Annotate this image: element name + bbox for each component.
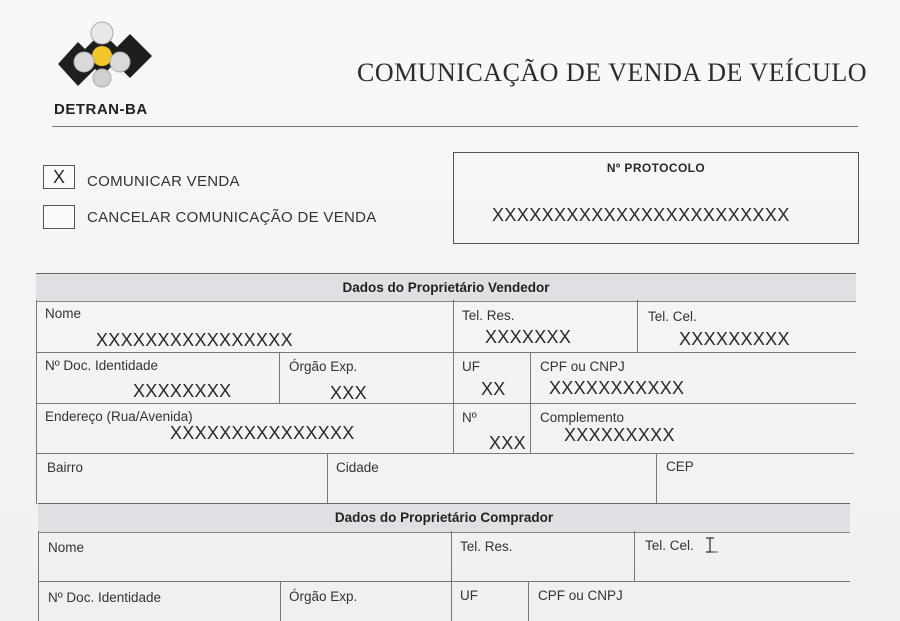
col-divider <box>451 531 452 581</box>
complemento-label: Complemento <box>540 410 625 425</box>
col-divider <box>528 581 529 621</box>
doc-identidade-label: Nº Doc. Identidade <box>45 358 158 373</box>
tel-res-label: Tel. Res. <box>462 308 515 323</box>
endereco-label: Endereço (Rua/Avenida) <box>45 409 193 424</box>
page-title: COMUNICAÇÃO DE VENDA DE VEÍCULO <box>357 58 867 87</box>
comunicar-venda-label: COMUNICAR VENDA <box>87 173 240 190</box>
col-divider <box>453 352 454 403</box>
col-divider <box>634 531 635 581</box>
col-divider <box>280 581 281 621</box>
vendedor-tel-res-field[interactable]: XXXXXXX <box>485 327 572 347</box>
header-divider <box>52 126 858 127</box>
col-divider <box>530 352 531 403</box>
protocolo-box <box>453 152 859 244</box>
vendedor-nome-field[interactable]: XXXXXXXXXXXXXXXX <box>96 330 293 350</box>
doc-identidade-label: Nº Doc. Identidade <box>48 590 161 605</box>
vendedor-endereco-field[interactable]: XXXXXXXXXXXXXXX <box>170 423 355 443</box>
protocolo-field[interactable]: XXXXXXXXXXXXXXXXXXXXXXXX <box>492 205 790 225</box>
bairro-label: Bairro <box>47 460 84 475</box>
cpf-cnpj-label: CPF ou CNPJ <box>538 588 623 603</box>
nome-label: Nome <box>48 540 85 555</box>
tel-cel-label: Tel. Cel. <box>648 309 697 324</box>
vendedor-cpf-field[interactable]: XXXXXXXXXXX <box>549 378 685 398</box>
text-cursor-icon <box>702 537 718 557</box>
numero-label: Nº <box>462 410 477 425</box>
col-divider <box>637 300 638 352</box>
col-divider <box>453 403 454 453</box>
row-divider <box>36 352 856 353</box>
vendedor-section-heading: Dados do Proprietário Vendedor <box>36 273 856 302</box>
nome-label: Nome <box>45 306 82 321</box>
cpf-cnpj-label: CPF ou CNPJ <box>540 359 625 374</box>
tel-res-label: Tel. Res. <box>460 539 513 554</box>
logo-text: DETRAN-BA <box>54 101 148 118</box>
comunicar-venda-checkbox[interactable]: X <box>43 165 75 189</box>
cep-label: CEP <box>666 459 694 474</box>
orgao-exp-label: Órgão Exp. <box>289 359 358 374</box>
cancelar-comunicacao-label: CANCELAR COMUNICAÇÃO DE VENDA <box>87 209 377 226</box>
col-divider <box>451 581 452 621</box>
row-divider <box>36 453 854 454</box>
col-divider <box>530 403 531 453</box>
comprador-section-heading: Dados do Proprietário Comprador <box>38 503 850 533</box>
left-border <box>38 531 39 621</box>
col-divider <box>327 453 328 503</box>
tel-cel-label: Tel. Cel. <box>645 538 694 553</box>
uf-label: UF <box>462 359 480 374</box>
cancelar-comunicacao-checkbox[interactable] <box>43 205 75 229</box>
vendedor-orgao-field[interactable]: XXX <box>330 383 367 403</box>
vendedor-uf-field[interactable]: XX <box>481 379 506 399</box>
vendedor-complemento-field[interactable]: XXXXXXXXX <box>564 425 675 445</box>
vendedor-doc-field[interactable]: XXXXXXXX <box>133 381 232 401</box>
uf-label: UF <box>460 588 478 603</box>
col-divider <box>453 300 454 352</box>
orgao-exp-label: Órgão Exp. <box>289 589 358 604</box>
row-divider <box>36 403 856 404</box>
cidade-label: Cidade <box>336 460 379 475</box>
row-divider <box>38 581 850 582</box>
protocolo-label: Nº PROTOCOLO <box>606 161 706 175</box>
left-border <box>36 300 37 504</box>
col-divider <box>656 453 657 503</box>
vendedor-tel-cel-field[interactable]: XXXXXXXXX <box>679 329 790 349</box>
vendedor-numero-field[interactable]: XXX <box>489 433 526 453</box>
col-divider <box>279 352 280 403</box>
